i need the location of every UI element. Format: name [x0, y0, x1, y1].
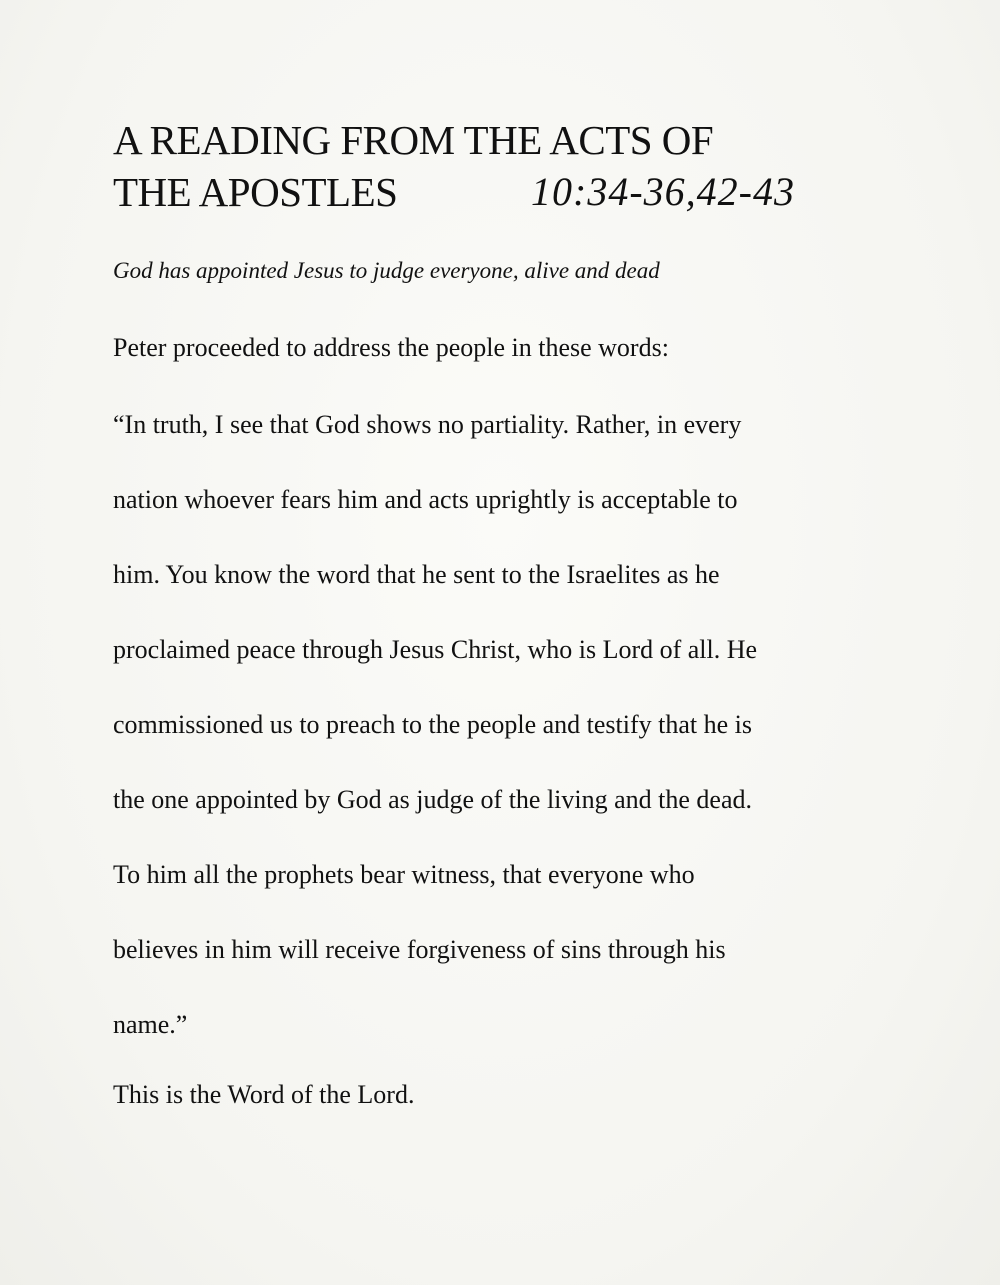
- body-line: him. You know the word that he sent to the Israelites as he: [113, 560, 720, 589]
- title-line-1: A READING FROM THE ACTS OF: [113, 117, 714, 163]
- reading-summary: God has appointed Jesus to judge everyone, alive and dead: [113, 258, 660, 283]
- reading-body: [113, 407, 873, 1082]
- body-line: To him all the prophets bear witness, that everyone who: [113, 860, 695, 889]
- body-line: the one appointed by God as judge of the living and the dead.: [113, 785, 753, 814]
- body-line: proclaimed peace through Jesus Christ, who is Lord of all. He: [113, 635, 758, 664]
- body-line: commissioned us to preach to the people and testify that he is: [113, 710, 753, 739]
- body-line: name.”: [113, 1010, 188, 1039]
- body-line: “In truth, I see that God shows no partiality. Rather, in every: [113, 410, 742, 439]
- body-line: believes in him will receive forgiveness of sins through his: [113, 935, 726, 964]
- reading-intro: Peter proceeded to address the people in these words:: [113, 333, 669, 362]
- closing-acclamation: This is the Word of the Lord.: [113, 1080, 415, 1109]
- title-line-2: THE APOSTLES: [113, 169, 398, 215]
- body-line: nation whoever fears him and acts uprightly is acceptable to: [113, 485, 738, 514]
- reading-title: [113, 114, 913, 218]
- scripture-reference: 10:34-36,42-43: [531, 169, 795, 214]
